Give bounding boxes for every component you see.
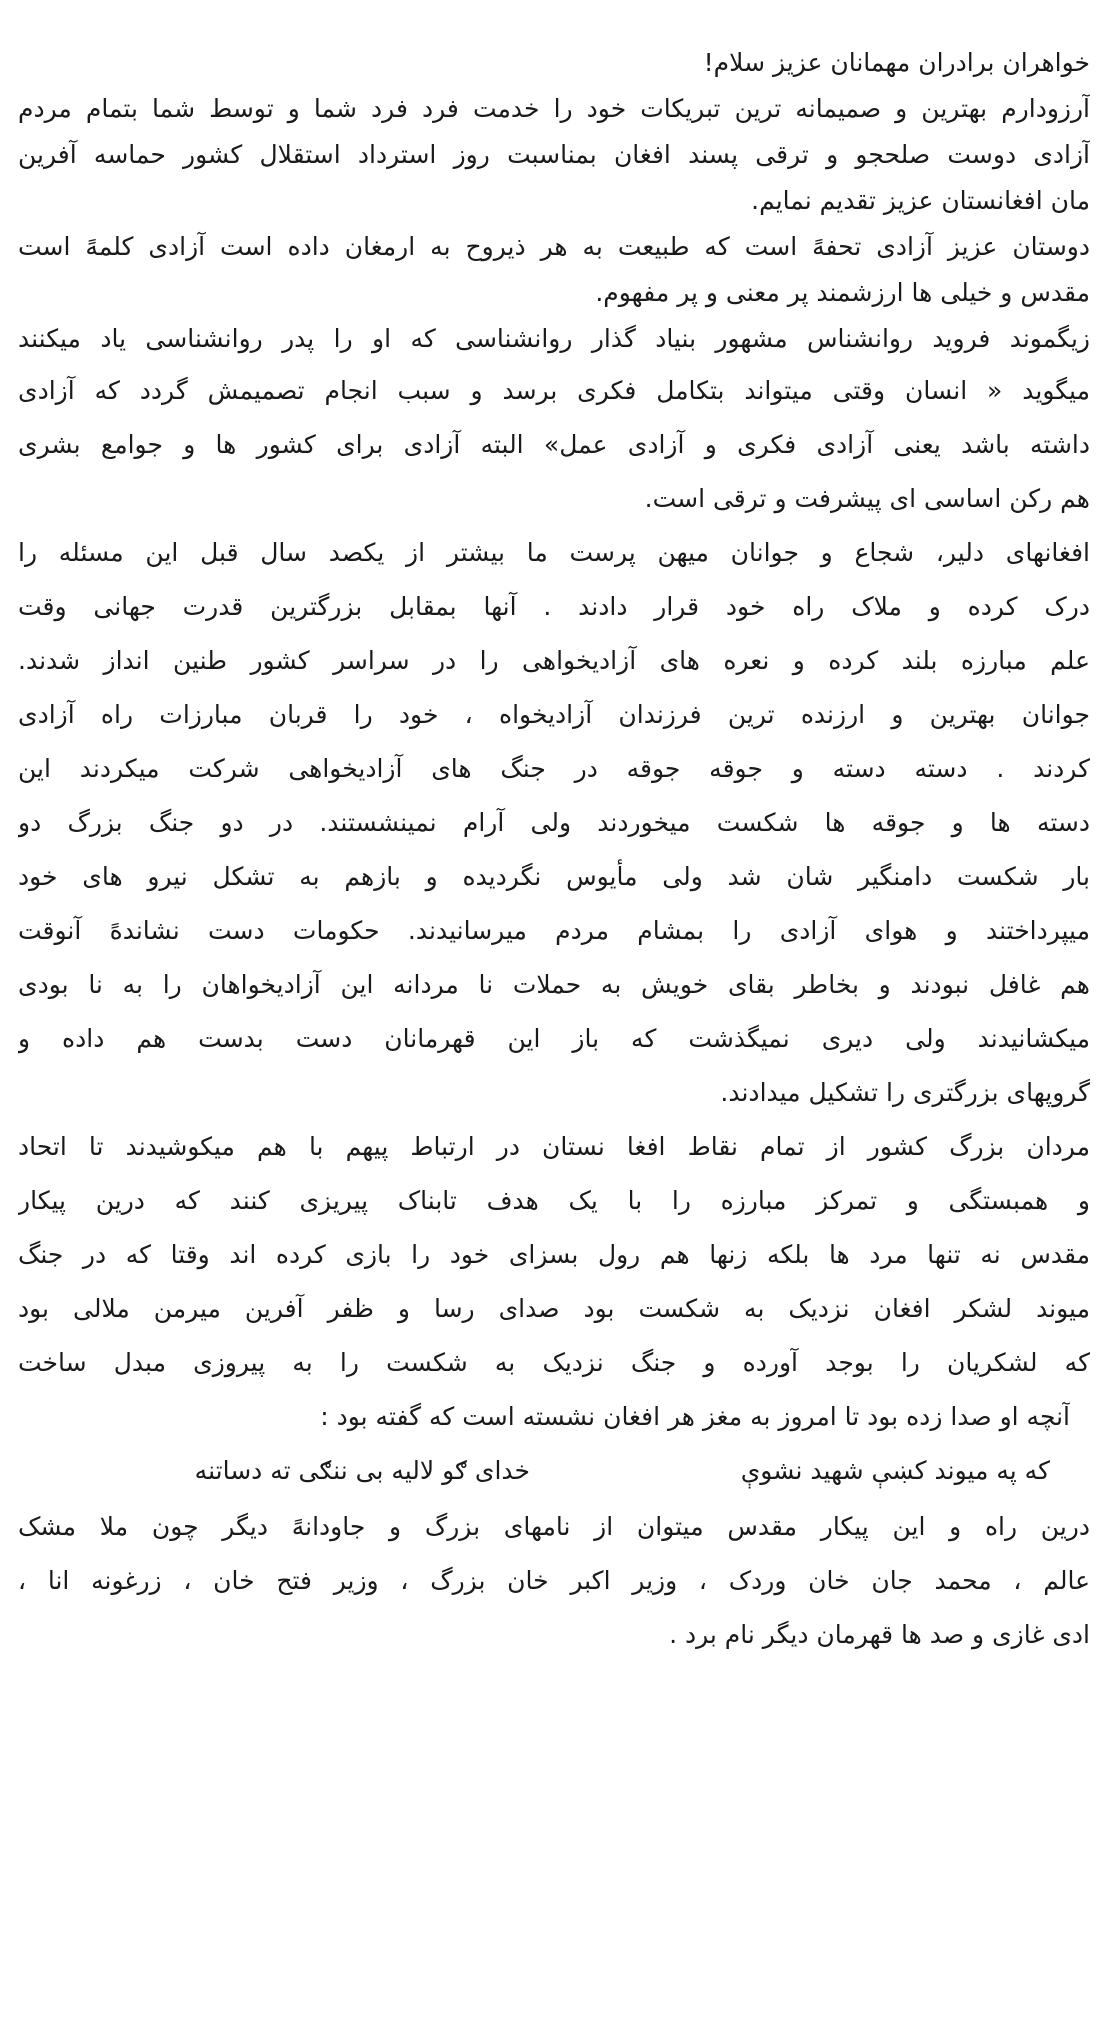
text-line: و همبستگی و تمرکز مبارزه را با یک هدف تابناک پیریزی کنند که درین پیکار bbox=[18, 1186, 1090, 1215]
text-line: ادی غازی و صد ها قهرمان دیگر نام برد . bbox=[669, 1620, 1090, 1649]
text-line: درک کرده و ملاک راه خود قرار دادند . آنها بمقابل بزرگترین قدرت جهانی وقت bbox=[18, 592, 1090, 621]
text-line: مردان بزرگ کشور از تمام نقاط افغا نستان در ارتباط پیهم با هم میکوشیدند تا اتحاد bbox=[18, 1132, 1090, 1161]
text-line: بار شکست دامنگیر شان شد ولی مأیوس نگردیده و بازهم به تشکل نیرو های خود bbox=[18, 862, 1090, 891]
greeting-line: خواهران برادران مهمانان عزیز سلام! bbox=[703, 48, 1090, 77]
text-line: درین راه و این پیکار مقدس میتوان از نامهای بزرگ و جاودانهً دیگر چون ملا مشک bbox=[18, 1512, 1090, 1541]
text-line: آزادی دوست صلحجو و ترقی پسند افغان بمناسبت روز استرداد استقلال کشور حماسه آفرین bbox=[18, 140, 1090, 169]
verse-second-half: خدای ګو لالیه بی ننګی ته دساتنه bbox=[194, 1456, 530, 1485]
text-line: کردند . دسته دسته و جوقه جوقه در جنگ های آزادیخواهی شرکت میکردند این bbox=[18, 754, 1090, 783]
text-line: مقدس نه تنها مرد ها بلکه زنها هم رول بسزای خود را بازی کرده اند وقتا که در جنگ bbox=[18, 1240, 1090, 1269]
text-line: زیگموند فروید روانشناس مشهور بنیاد گذار روانشناسی که او را پدر روانشناسی یاد میکنند bbox=[18, 324, 1090, 353]
verse-line bbox=[80, 1446, 1050, 1496]
text-line: میگوید « انسان وقتی میتواند بتکامل فکری برسد و سبب انجام تصمیمش گردد که آزادی bbox=[18, 376, 1090, 405]
text-line: هم رکن اساسی ای پیشرفت و ترقی است. bbox=[644, 484, 1090, 513]
text-line: داشته باشد یعنی آزادی فکری و آزادی عمل» البته آزادی برای کشور ها و جوامع بشری bbox=[18, 430, 1090, 459]
text-line: آنچه او صدا زده بود تا امروز به مغز هر افغان نشسته است که گفته بود : bbox=[320, 1402, 1070, 1431]
text-line: مان افغانستان عزیز تقدیم نمایم. bbox=[751, 186, 1090, 215]
text-line: میپرداختند و هوای آزادی را بمشام مردم میرسانیدند. حکومات دست نشاندهً آنوقت bbox=[18, 916, 1090, 945]
text-line: میکشانیدند ولی دیری نمیگذشت که باز این قهرمانان دست بدست هم داده و bbox=[18, 1024, 1090, 1053]
text-line: علم مبارزه بلند کرده و نعره های آزادیخواهی را در سراسر کشور طنین انداز شدند. bbox=[18, 646, 1090, 675]
text-line: دوستان عزیز آزادی تحفهً است که طبیعت به هر ذیروح به ارمغان داده است آزادی کلمهً است bbox=[18, 232, 1090, 261]
text-line: مقدس و خیلی ها ارزشمند پر معنی و پر مفهوم. bbox=[595, 278, 1090, 307]
text-line: میوند لشکر افغان نزدیک به شکست بود صدای رسا و ظفر آفرین میرمن ملالی بود bbox=[18, 1294, 1090, 1323]
text-line: آرزودارم بهترین و صمیمانه ترین تبریکات خود را خدمت فرد فرد شما و توسط شما بتمام مردم bbox=[18, 94, 1090, 123]
verse-first-half: که په میوند کښې شهید نشوې bbox=[740, 1456, 1050, 1485]
text-line: گروپهای بزرگتری را تشکیل میدادند. bbox=[720, 1078, 1090, 1107]
text-line: دسته ها و جوقه ها شکست میخوردند ولی آرام نمینشستند. در دو جنگ بزرگ دو bbox=[18, 808, 1090, 837]
text-line: افغانهای دلیر، شجاع و جوانان میهن پرست ما بیشتر از یکصد سال قبل این مسئله را bbox=[18, 538, 1090, 567]
text-line: هم غافل نبودند و بخاطر بقای خویش به حملات نا مردانه این آزادیخواهان را به نا بودی bbox=[18, 970, 1090, 999]
text-line: عالم ، محمد جان خان وردک ، وزیر اکبر خان بزرگ ، وزیر فتح خان ، زرغونه انا ، bbox=[18, 1566, 1090, 1595]
text-line: که لشکریان را بوجد آورده و جنگ نزدیک به شکست را به پیروزی مبدل ساخت bbox=[18, 1348, 1090, 1377]
text-line: جوانان بهترین و ارزنده ترین فرزندان آزادیخواه ، خود را قربان مبارزات راه آزادی bbox=[18, 700, 1090, 729]
